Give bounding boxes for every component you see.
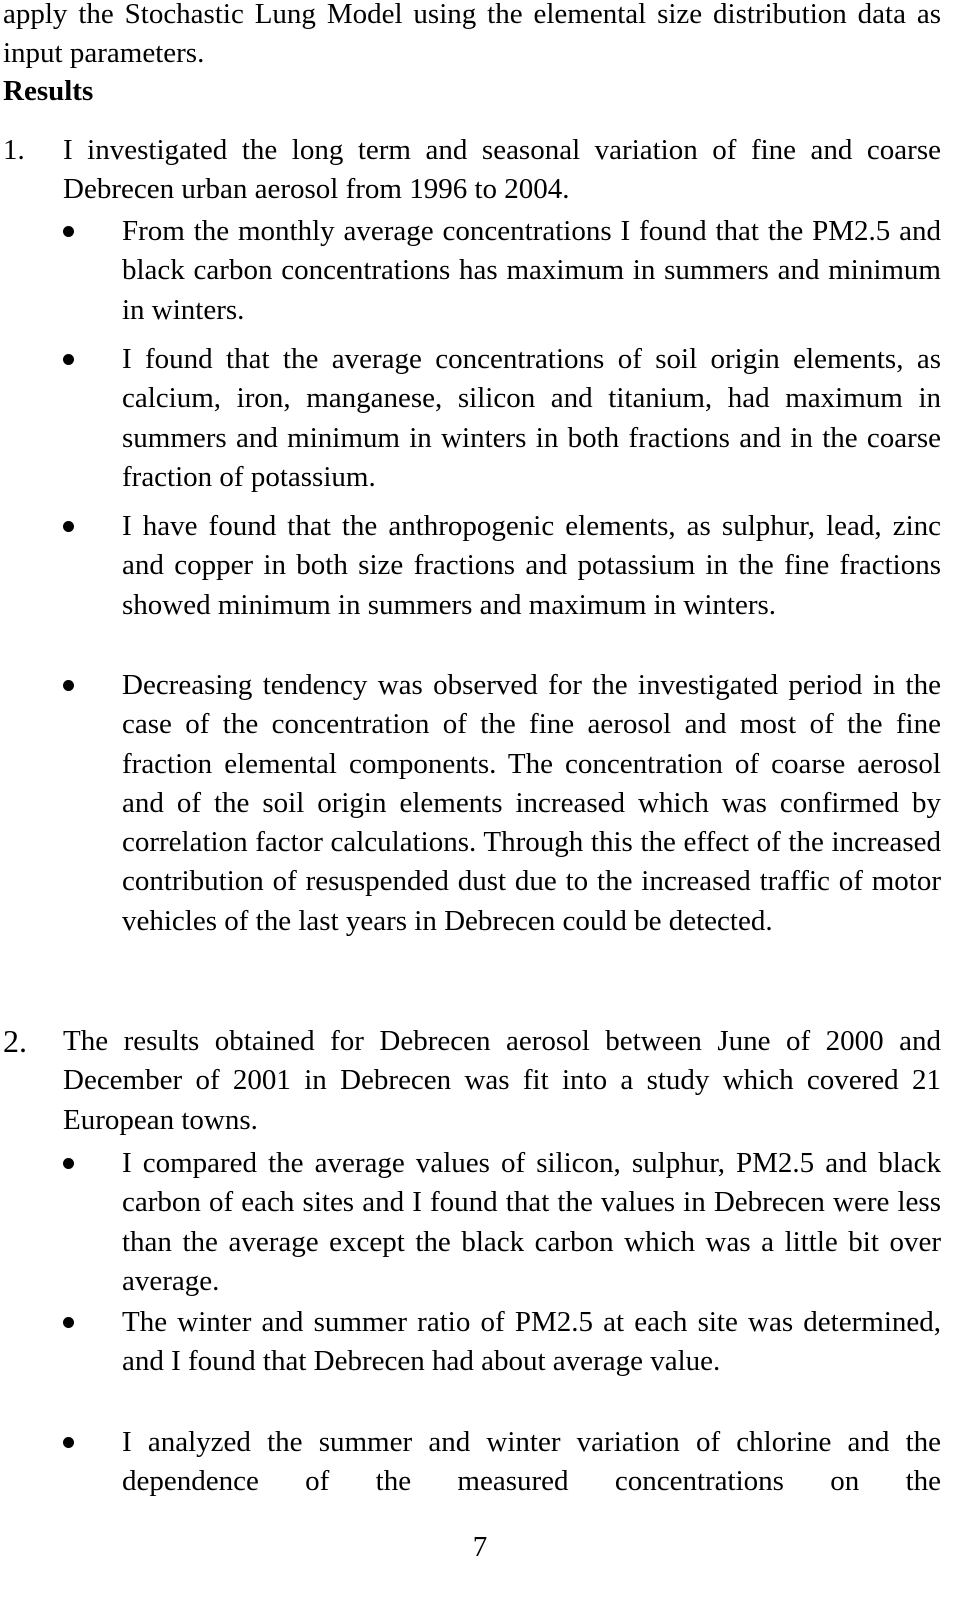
list-item-bullet xyxy=(61,340,941,497)
bullet-text: I found that the average concentrations of soil origin elements, as calcium, iron, manganese, silicon and titanium, had maximum in summers and minimum in winters in both fractions and in the coarse fraction of potassium. xyxy=(122,343,941,493)
item-text: The results obtained for Debrecen aerosol between June of 2000 and December of 2001 in Debrecen was fit into a study which covered 21 European towns. xyxy=(63,1025,941,1136)
item-number: 1. xyxy=(3,134,25,166)
list-item-bullet xyxy=(61,666,941,941)
list-item-bullet xyxy=(61,507,941,625)
list-item-bullet xyxy=(61,1423,941,1502)
bullet-text: I have found that the anthropogenic elements, as sulphur, lead, zinc and copper in both size fractions and potassium in the fine fractions showed minimum in summers and maximum in winters. xyxy=(122,510,941,621)
bullet-text: I analyzed the summer and winter variation of chlorine and the dependence of the measured concentrations on the xyxy=(122,1426,941,1498)
bullet-text: Decreasing tendency was observed for the investigated period in the case of the concentration of the fine aerosol and most of the fine fraction elemental components. The concentration of coarse aerosol and of the soil origin elements increased which was confirmed by correlation factor calculations. Through this the effect of the increased contribution of resuspended dust due to the increased traffic of motor vehicles of the last years in Debrecen could be detected. xyxy=(122,669,941,937)
intro-paragraph: apply the Stochastic Lung Model using the elemental size distribution data as input parameters. xyxy=(3,0,941,70)
list-item-bullet xyxy=(61,1144,941,1301)
numbered-item-1 xyxy=(3,131,941,210)
bullet-text: From the monthly average concentrations I found that the PM2.5 and black carbon concentrations has maximum in summers and minimum in winters. xyxy=(122,215,941,326)
bullet-icon xyxy=(63,1158,74,1169)
list-item-bullet xyxy=(61,212,941,330)
item-number: 2. xyxy=(3,1023,27,1059)
bullet-icon xyxy=(63,680,74,691)
bullet-icon xyxy=(63,226,74,237)
bullet-icon xyxy=(63,521,74,532)
bullet-text: I compared the average values of silicon, sulphur, PM2.5 and black carbon of each sites and I found that the values in Debrecen were less than the average except the black carbon which was a little bit over average. xyxy=(122,1147,941,1297)
bullet-icon xyxy=(63,354,74,365)
item-text: I investigated the long term and seasonal variation of fine and coarse Debrecen urban aerosol from 1996 to 2004. xyxy=(63,134,941,206)
numbered-item-2 xyxy=(3,1022,941,1140)
bullet-text: The winter and summer ratio of PM2.5 at each site was determined, and I found that Debrecen had about average value. xyxy=(122,1306,941,1378)
section-heading-results: Results xyxy=(3,75,94,107)
bullet-icon xyxy=(63,1437,74,1448)
bullet-icon xyxy=(63,1317,74,1328)
page-number: 7 xyxy=(472,1531,488,1563)
list-item-bullet xyxy=(61,1303,941,1382)
